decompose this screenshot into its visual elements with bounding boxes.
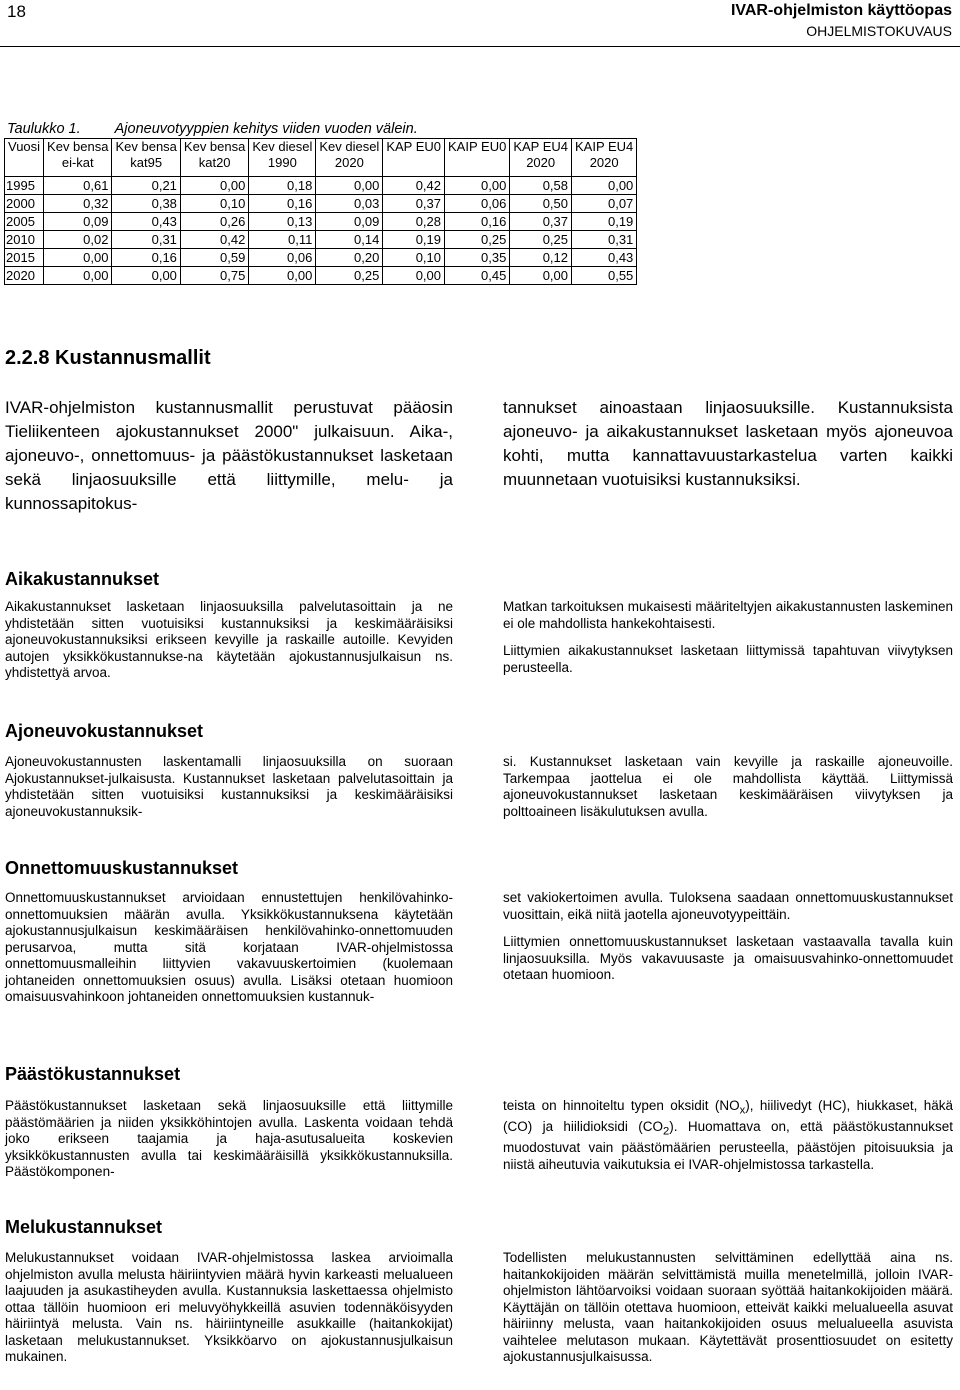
table-year-cell: 2005: [5, 213, 44, 231]
table-cell: 0,00: [572, 177, 637, 195]
table-cell: 0,00: [383, 267, 445, 285]
table-cell: 0,31: [572, 231, 637, 249]
subsection-title-onnettomuus: Onnettomuuskustannukset: [5, 858, 239, 878]
melu-left-paragraph: Melukustannukset voidaan IVAR-ohjelmistossa laskea arvioimalla ohjelmiston avulla melusta häiriintyvien määrä hyvin karkeasti melualueen laajuuden ja asukastiheyden avulla. Kustannuksia laskettaessa ohjelmisto ottaa tällöin huomioon eri meluvyöhykkeillä asuvien todennäköisyyden häiriintyä melusta. Vain ns. häiriintyneille asukkaille (haitankokijat) lasketaan melukustannukset. Yksikköarvo on ajokustannusjulkaisun mukainen.: [5, 1250, 453, 1364]
table-header-cell: [445, 139, 510, 177]
melu-right-paragraph: Todellisten melukustannusten selvittäminen edellyttää aina ns. haitankokijoiden määrän selvittämistä muilla menetelmillä, jolloin IVAR-ohjelmiston lähtöarvoiksi voidaan suoraan syöttää haitankokijoiden määrä. Käyttäjän on tällöin otettava huomioon, etteivät kaikki melualueella asuvat häiriinny melusta, vaan haitankokijoiden osuus melualueella asuvista vaihtelee melutason mukaan. Käytettävät prosenttiosuudet on esitetty ajokustannusjulkaisussa.: [503, 1250, 953, 1364]
melu-right-column: [503, 1250, 953, 1366]
table-header-line: Kev bensa: [115, 139, 177, 154]
ajoneuvo-left-column: [5, 754, 453, 820]
paasto-right-text-b: ), hiilivedyt (HC), hiukkaset, häkä (CO) ja hiilidioksidi (CO: [503, 1098, 953, 1135]
table-cell: 0,16: [112, 249, 180, 267]
intro-left-column: [5, 396, 453, 516]
page-number: 18: [7, 2, 26, 21]
table-header-line: ei-kat: [61, 155, 94, 170]
table-row: [5, 177, 637, 195]
table-row: [5, 267, 637, 285]
table-cell: 0,09: [316, 213, 383, 231]
table-header-line: KAIP EU4: [575, 139, 634, 154]
table-cell: 0,45: [445, 267, 510, 285]
onnettomuus-right-column: [503, 890, 953, 984]
table-cell: 0,19: [572, 213, 637, 231]
aika-left-paragraph: Aikakustannukset lasketaan linjaosuuksilla palvelutasoittain ja ne yhdistetään sitten vuotuisiksi kustannuksiksi ja keskimääräisiksi ajoneuvokustannuksiksi erikseen kevyille ja raskaille autoille. Kevyiden autojen yksikkökustannukse-na käytetään ajokustannusjulkaisun ns. yhdistettyä arvoa.: [5, 599, 453, 680]
vehicle-type-table: [4, 138, 637, 285]
onnettomuus-left-column: [5, 890, 453, 1006]
table-cell: 0,09: [44, 213, 112, 231]
table-caption-text: Ajoneuvotyyppien kehitys viiden vuoden välein.: [114, 121, 418, 137]
table-cell: 0,38: [112, 195, 180, 213]
table-header-row: [5, 139, 637, 177]
aika-right-paragraph-2: Liittymien aikakustannukset lasketaan liittymissä tapahtuvan viivytyksen perusteella.: [503, 643, 953, 675]
table-cell: 0,20: [316, 249, 383, 267]
table-header-line: Kev bensa: [47, 139, 109, 154]
table-year-cell: 1995: [5, 177, 44, 195]
table-cell: 0,00: [510, 267, 572, 285]
table-caption-label: Taulukko 1.: [7, 121, 81, 137]
table-cell: 0,00: [249, 267, 316, 285]
table-header-cell: [180, 139, 248, 177]
table-cell: 0,50: [510, 195, 572, 213]
table-cell: 0,42: [180, 231, 248, 249]
table-cell: 0,00: [44, 267, 112, 285]
table-header-line: KAP EU4: [513, 139, 568, 154]
melu-left-column: [5, 1250, 453, 1366]
table-cell: 0,03: [316, 195, 383, 213]
table-cell: 0,14: [316, 231, 383, 249]
onnettomuus-right-paragraph-1: set vakiokertoimen avulla. Tuloksena saadaan onnettomuuskustannukset vuosittain, eikä niitä jaotella ajoneuvotyypeittäin.: [503, 890, 953, 922]
intro-left-text: IVAR-ohjelmiston kustannusmallit perustuvat pääosin Tieliikenteen ajokustannukset 2000" julkaisuun. Aika-, ajoneuvo-, onnettomuus- ja päästökustannukset lasketaan sekä linjaosuuksille että liittymille, melu- ja kunnossapitokus-: [5, 398, 453, 513]
table-year-cell: 2000: [5, 195, 44, 213]
table-header-line: 2020: [526, 155, 556, 170]
table-cell: 0,10: [180, 195, 248, 213]
table-cell: 0,18: [249, 177, 316, 195]
table-year-cell: 2015: [5, 249, 44, 267]
subsection-title-aika: Aikakustannukset: [5, 569, 160, 589]
table-header-line: 2020: [589, 155, 619, 170]
table-header-line: 1990: [267, 155, 297, 170]
table-cell: 0,13: [249, 213, 316, 231]
ajoneuvo-right-paragraph: si. Kustannukset lasketaan vain kevyille ja raskaille ajoneuvoille. Tarkempaa jaottelua ei ole mahdollista käyttää. Liittymissä ajoneuvokustannukset lasketaan keskimääräisen viivytyksen ja polttoaineen lisäkulutuksen avulla.: [503, 754, 953, 819]
table-cell: 0,43: [572, 249, 637, 267]
table-cell: 0,58: [510, 177, 572, 195]
table-header-cell: [383, 139, 445, 177]
table-row: [5, 195, 637, 213]
paasto-left-column: [5, 1098, 453, 1181]
table-header-line: Kev diesel: [252, 139, 313, 154]
table-header-cell: [249, 139, 316, 177]
table-cell: 0,59: [180, 249, 248, 267]
table-cell: 0,12: [510, 249, 572, 267]
nox-subscript: x: [739, 1104, 746, 1117]
table-cell: 0,42: [383, 177, 445, 195]
table-cell: 0,37: [510, 213, 572, 231]
table-header-cell: [572, 139, 637, 177]
table-body: [5, 177, 637, 285]
aika-left-column: [5, 599, 453, 682]
table-cell: 0,32: [44, 195, 112, 213]
table-cell: 0,31: [112, 231, 180, 249]
table-header-cell: [510, 139, 572, 177]
table-header-line: kat20: [198, 155, 231, 170]
table-header-line: Kev diesel: [319, 139, 380, 154]
table-row: [5, 249, 637, 267]
table-header-line: Kev bensa: [183, 139, 246, 154]
table-header-cell: [316, 139, 383, 177]
table-cell: 0,00: [112, 267, 180, 285]
table-cell: 0,37: [383, 195, 445, 213]
document-title: IVAR-ohjelmiston käyttöopas: [730, 2, 952, 19]
table-year-cell: 2010: [5, 231, 44, 249]
aika-right-column: [503, 599, 953, 676]
ajoneuvo-left-paragraph: Ajoneuvokustannusten laskentamalli linjaosuuksilla on suoraan Ajokustannukset-julkaisusta. Kustannukset lasketaan palvelutasoittain ja yhdistetään sitten vuotuisiksi kustannuksiksi ja keskimääräisiksi ajoneuvokustannuksik-: [5, 754, 453, 819]
table-cell: 0,35: [445, 249, 510, 267]
table-header-cell: [112, 139, 180, 177]
table-cell: 0,00: [180, 177, 248, 195]
table-caption: [7, 121, 418, 137]
table-header-cell: [5, 139, 44, 177]
intro-right-text: tannukset ainoastaan linjaosuuksille. Kustannuksista ajoneuvo- ja aikakustannukset lasketaan myös ajoneuvoa kohti, mutta kannattavuustarkastelua varten kaikki muunnetaan vuotuisiksi kustannuksiksi.: [503, 398, 953, 489]
table-cell: 0,00: [316, 177, 383, 195]
paasto-right-paragraph: [503, 1098, 953, 1173]
table-cell: 0,55: [572, 267, 637, 285]
paasto-right-text-c: ). Huomattava on, että päästökustannukset muodostuvat vain päästömäärien perusteella, päästöjen pitoisuuksia ja niistä aiheutuvia vaikutuksia ei IVAR-ohjelmistossa tarkastella.: [503, 1119, 953, 1172]
ajoneuvo-right-column: [503, 754, 953, 820]
table-cell: 0,61: [44, 177, 112, 195]
intro-right-column: [503, 396, 953, 492]
table-row: [5, 213, 637, 231]
table-cell: 0,00: [44, 249, 112, 267]
table-cell: 0,19: [383, 231, 445, 249]
onnettomuus-right-paragraph-2: Liittymien onnettomuuskustannukset lasketaan vastaavalla tavalla kuin linjaosuuksilla. Myös vakavuusaste ja omaisuusvahinko-onnettomuudet otetaan huomioon.: [503, 934, 953, 982]
onnettomuus-left-paragraph: Onnettomuuskustannukset arvioidaan ennustettujen henkilövahinko-onnettomuuksien määrän avulla. Yksikkökustannuksena käytetään ajokustannusjulkaisun keskimääräisen henkilövahinko-onnettomuuden perusarvoa, mutta sitä korjataan IVAR-ohjelmistossa onnettomuusmalleihin liittyvien vakavuuskertoimien (kuolemaan johtaneiden onnettomuuksien osuus) avulla. Lisäksi otetaan huomioon omaisuusvahinkoon johtaneiden onnettomuuksien kustannuk-: [5, 890, 453, 1004]
paasto-left-paragraph: Päästökustannukset lasketaan sekä linjaosuuksille että liittymille päästömäärien ja niiden yksikköhintojen avulla. Laskenta voidaan tehdä joko erikseen taajamia ja haja-asutusalueita koskevien yksikkökustannusten avulla tai keskimääräisillä yksikkökustannuksilla. Päästökomponen-: [5, 1098, 453, 1179]
paasto-right-column: [503, 1098, 953, 1173]
table-cell: 0,25: [316, 267, 383, 285]
table-cell: 0,02: [44, 231, 112, 249]
table-header-line: 2020: [334, 155, 364, 170]
table-cell: 0,25: [510, 231, 572, 249]
table-header-line: kat95: [130, 155, 163, 170]
table-header-line: KAP EU0: [386, 139, 442, 154]
table-header-line: Vuosi: [8, 139, 41, 154]
header-divider: [0, 46, 960, 47]
table-cell: 0,11: [249, 231, 316, 249]
table-row: [5, 231, 637, 249]
table-cell: 0,16: [249, 195, 316, 213]
document-subtitle: OHJELMISTOKUVAUS: [806, 23, 952, 39]
table-cell: 0,10: [383, 249, 445, 267]
table-cell: 0,06: [445, 195, 510, 213]
table-cell: 0,75: [180, 267, 248, 285]
table-year-cell: 2020: [5, 267, 44, 285]
table-cell: 0,28: [383, 213, 445, 231]
aika-right-paragraph-1: Matkan tarkoituksen mukaisesti määriteltyjen aikakustannusten laskeminen ei ole mahdollista hankekohtaisesti.: [503, 599, 953, 631]
table-cell: 0,16: [445, 213, 510, 231]
table-cell: 0,21: [112, 177, 180, 195]
co2-subscript: 2: [663, 1125, 670, 1138]
table-header-cell: [44, 139, 112, 177]
paasto-right-text-a: teista on hinnoiteltu typen oksidit (NO: [503, 1098, 740, 1113]
table-cell: 0,25: [445, 231, 510, 249]
table-cell: 0,26: [180, 213, 248, 231]
subsection-title-melu: Melukustannukset: [5, 1217, 163, 1237]
section-heading: 2.2.8 Kustannusmallit: [5, 347, 211, 369]
table-header-line: KAIP EU0: [448, 139, 507, 154]
table-cell: 0,06: [249, 249, 316, 267]
table-cell: 0,43: [112, 213, 180, 231]
subsection-title-ajoneuvo: Ajoneuvokustannukset: [5, 721, 204, 741]
table-cell: 0,07: [572, 195, 637, 213]
subsection-title-paasto: Päästökustannukset: [5, 1064, 181, 1084]
table-cell: 0,00: [445, 177, 510, 195]
